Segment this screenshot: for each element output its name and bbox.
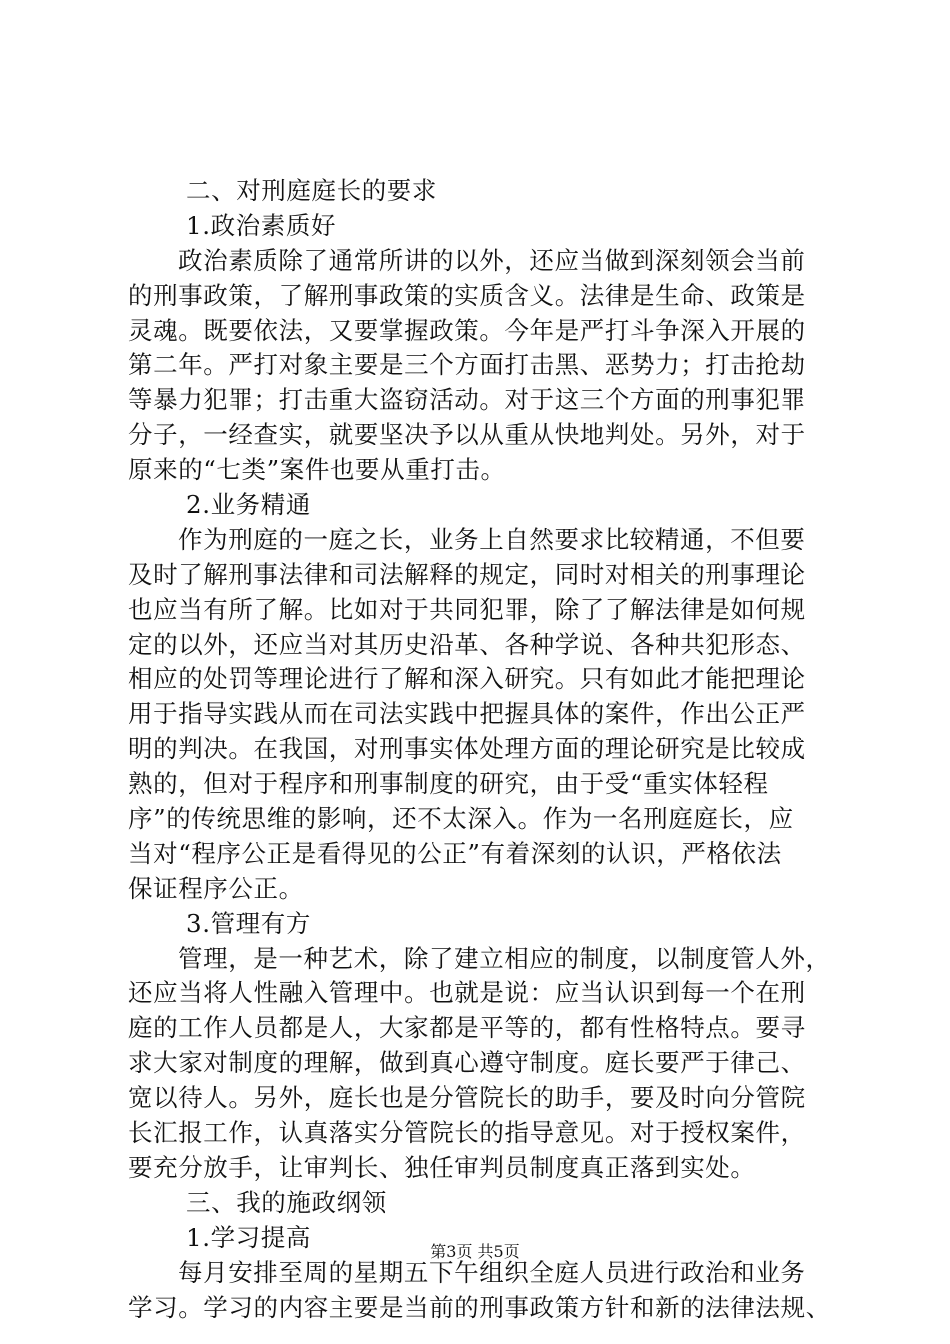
page-footer: 第3页 共5页 [430, 1242, 520, 1261]
text-line: 也应当有所了解。比如对于共同犯罪，除了了解法律是如何规 [128, 594, 806, 624]
section-heading: 3.管理有方 [186, 908, 311, 938]
text-line: 要充分放手，让审判长、独任审判员制度真正落到实处。 [128, 1152, 756, 1182]
text-line: 每月安排至周的星期五下午组织全庭人员进行政治和业务 [178, 1257, 806, 1287]
text-line: 政治素质除了通常所讲的以外，还应当做到深刻领会当前 [178, 245, 806, 275]
section-heading: 1.学习提高 [186, 1222, 311, 1252]
text-line: 相应的处罚等理论进行了解和深入研究。只有如此才能把理论 [128, 664, 806, 694]
text-line: 等暴力犯罪；打击重大盗窃活动。对于这三个方面的刑事犯罪 [128, 385, 806, 415]
text-line: 熟的，但对于程序和刑事制度的研究，由于受“重实体轻程 [128, 769, 769, 799]
text-line: 定的以外，还应当对其历史沿革、各种学说、各种共犯形态、 [128, 629, 806, 659]
text-line: 保证程序公正。 [128, 873, 304, 903]
text-line: 灵魂。既要依法，又要掌握政策。今年是严打斗争深入开展的 [128, 315, 806, 345]
section-heading: 1.政治素质好 [186, 210, 337, 240]
text-line: 原来的“七类”案件也要从重打击。 [128, 455, 506, 485]
text-line: 序”的传统思维的影响，还不太深入。作为一名刑庭庭长，应 [128, 804, 794, 834]
text-line: 作为刑庭的一庭之长，业务上自然要求比较精通，不但要 [178, 524, 806, 554]
text-line: 分子，一经查实，就要坚决予以从重从快地判处。另外，对于 [128, 420, 806, 450]
text-line: 第二年。严打对象主要是三个方面打击黑、恶势力；打击抢劫 [128, 350, 806, 380]
text-line: 还应当将人性融入管理中。也就是说：应当认识到每一个在刑 [128, 978, 806, 1008]
text-line: 的刑事政策，了解刑事政策的实质含义。法律是生命、政策是 [128, 280, 806, 310]
text-line: 及时了解刑事法律和司法解释的规定，同时对相关的刑事理论 [128, 559, 806, 589]
text-line: 宽以待人。另外，庭长也是分管院长的助手，要及时向分管院 [128, 1083, 806, 1113]
text-line: 求大家对制度的理解，做到真心遵守制度。庭长要严于律己、 [128, 1048, 806, 1078]
text-line: 学习。学习的内容主要是当前的刑事政策方针和新的法律法规、 [128, 1292, 831, 1322]
text-line: 当对“程序公正是看得见的公正”有着深刻的认识，严格依法 [128, 838, 782, 868]
text-line: 长汇报工作，认真落实分管院长的指导意见。对于授权案件， [128, 1118, 806, 1148]
text-line: 明的判决。在我国，对刑事实体处理方面的理论研究是比较成 [128, 734, 806, 764]
text-line: 庭的工作人员都是人，大家都是平等的，都有性格特点。要寻 [128, 1013, 806, 1043]
document-body [128, 174, 833, 1325]
text-line: 用于指导实践从而在司法实践中把握具体的案件，作出公正严 [128, 699, 806, 729]
section-heading: 2.业务精通 [186, 490, 311, 520]
section-heading: 三、我的施政纲领 [186, 1187, 387, 1217]
section-heading: 二、对刑庭庭长的要求 [186, 176, 437, 205]
text-line: 管理，是一种艺术，除了建立相应的制度，以制度管人外， [178, 943, 831, 973]
